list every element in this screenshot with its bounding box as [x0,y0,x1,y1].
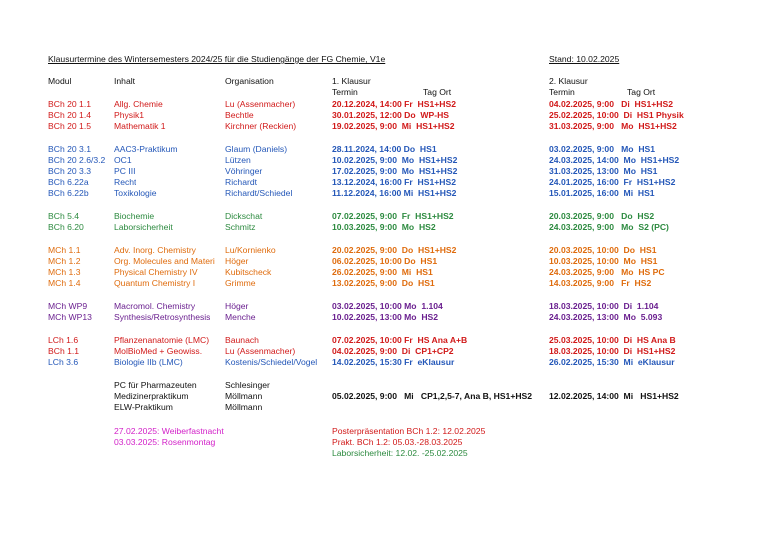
cell-organisation: Richardt [225,177,257,187]
cell-inhalt: PC III [114,166,136,176]
cell-inhalt: Toxikologie [114,188,157,198]
cell-modul: BCh 6.20 [48,222,84,232]
cell-klausur1: 10.03.2025, 9:00 Mo HS2 [332,222,436,232]
col-header-klausur1: 1. Klausur [332,76,371,86]
cell-inhalt: Pflanzenanatomie (LMC) [114,335,210,345]
cell-klausur1: 28.11.2024, 14:00 Do HS1 [332,144,437,154]
cell-inhalt: Synthesis/Retrosynthesis [114,312,211,322]
cell-inhalt: Biochemie [114,211,155,221]
cell-klausur1: 06.02.2025, 10:00 Do HS1 [332,256,438,266]
cell-klausur2: 31.03.2025, 13:00 Mo HS1 [549,166,658,176]
col-header-termin-2: Termin [549,87,575,97]
pharma-item: PC für Pharmazeuten [114,380,197,390]
cell-klausur2: 25.02.2025, 10:00 Di HS1 Physik [549,110,684,120]
col-header-termin-1: Termin [332,87,358,97]
cell-klausur1: 13.12.2024, 16:00 Fr HS1+HS2 [332,177,456,187]
cell-klausur1: 13.02.2025, 9:00 Do HS1 [332,278,435,288]
cell-klausur1: 07.02.2025, 10:00 Fr HS Ana A+B [332,335,468,345]
cell-klausur2: 24.03.2025, 9:00 Mo S2 (PC) [549,222,669,232]
cell-modul: LCh 3.6 [48,357,79,367]
cell-klausur1: 10.02.2025, 9:00 Mo HS1+HS2 [332,155,458,165]
cell-modul: MCh 1.1 [48,245,81,255]
cell-klausur1: 17.02.2025, 9:00 Mo HS1+HS2 [332,166,458,176]
holiday-note: 03.03.2025: Rosenmontag [114,437,216,447]
pharma-klausur2: 12.02.2025, 14:00 Mi HS1+HS2 [549,391,679,401]
cell-klausur1: 20.12.2024, 14:00 Fr HS1+HS2 [332,99,456,109]
cell-inhalt: Laborsicherheit [114,222,173,232]
cell-inhalt: Physik1 [114,110,145,120]
schedule-note: Laborsicherheit: 12.02. -25.02.2025 [332,448,468,458]
cell-inhalt: AAC3-Praktikum [114,144,178,154]
cell-organisation: Baunach [225,335,259,345]
cell-organisation: Richardt/Schiedel [225,188,293,198]
cell-inhalt: Allg. Chemie [114,99,163,109]
holiday-note: 27.02.2025: Weiberfastnacht [114,426,224,436]
cell-organisation: Bechtle [225,110,254,120]
pharma-org: Möllmann [225,402,263,412]
cell-organisation: Kirchner (Reckien) [225,121,297,131]
cell-organisation: Grimme [225,278,256,288]
cell-inhalt: MolBioMed + Geowiss. [114,346,203,356]
cell-modul: LCh 1.6 [48,335,79,345]
cell-klausur2: 18.03.2025, 10:00 Di HS1+HS2 [549,346,676,356]
cell-inhalt: OC1 [114,155,132,165]
pharma-item: ELW-Praktikum [114,402,173,412]
cell-organisation: Höger [225,256,249,266]
cell-klausur1: 03.02.2025, 10:00 Mo 1.104 [332,301,443,311]
cell-klausur1: 10.02.2025, 13:00 Mo HS2 [332,312,439,322]
cell-modul: BCh 20 3.3 [48,166,91,176]
cell-organisation: Dickschat [225,211,263,221]
cell-modul: BCh 20 2.6/3.2 [48,155,106,165]
cell-modul: MCh WP13 [48,312,92,322]
pharma-org: Möllmann [225,391,263,401]
cell-klausur2: 03.02.2025, 9:00 Mo HS1 [549,144,656,154]
cell-organisation: Kostenis/Schiedel/Vogel [225,357,318,367]
cell-klausur2: 26.02.2025, 15:30 Mi eKlausur [549,357,675,367]
cell-klausur1: 11.12.2024, 16:00 Mi HS1+HS2 [332,188,457,198]
cell-organisation: Kubitscheck [225,267,272,277]
cell-modul: BCh 1.1 [48,346,80,356]
pharma-item: Medizinerpraktikum [114,391,189,401]
schedule-note: Posterpräsentation BCh 1.2: 12.02.2025 [332,426,486,436]
col-header-inhalt: Inhalt [114,76,136,86]
cell-organisation: Lu (Assenmacher) [225,346,296,356]
cell-klausur2: 24.03.2025, 14:00 Mo HS1+HS2 [549,155,680,165]
cell-organisation: Glaum (Daniels) [225,144,288,154]
cell-klausur2: 18.03.2025, 10:00 Di 1.104 [549,301,659,311]
stand-date: Stand: 10.02.2025 [549,54,620,64]
cell-inhalt: Adv. Inorg. Chemistry [114,245,196,255]
cell-modul: MCh 1.4 [48,278,81,288]
cell-inhalt: Org. Molecules and Materi [114,256,215,266]
cell-organisation: Lu/Kornienko [225,245,276,255]
cell-modul: MCh WP9 [48,301,88,311]
cell-klausur2: 10.03.2025, 10:00 Mo HS1 [549,256,658,266]
col-header-modul: Modul [48,76,72,86]
col-header-klausur2: 2. Klausur [549,76,588,86]
pharma-org: Schlesinger [225,380,270,390]
cell-klausur2: 15.01.2025, 16:00 Mi HS1 [549,188,655,198]
col-header-tagort-1: Tag Ort [423,87,452,97]
cell-klausur2: 24.03.2025, 9:00 Mo HS PC [549,267,665,277]
cell-klausur2: 31.03.2025, 9:00 Mo HS1+HS2 [549,121,677,131]
cell-organisation: Menche [225,312,256,322]
pharma-klausur1: 05.02.2025, 9:00 Mi CP1,2,5-7, Ana B, HS1+HS2 [332,391,533,401]
cell-modul: BCh 20 3.1 [48,144,91,154]
cell-inhalt: Biologie IIb (LMC) [114,357,183,367]
cell-modul: BCh 6.22a [48,177,89,187]
cell-klausur1: 26.02.2025, 9:00 Mi HS1 [332,267,433,277]
cell-klausur1: 20.02.2025, 9:00 Do HS1+HS2 [332,245,457,255]
cell-organisation: Vöhringer [225,166,263,176]
schedule-note: Prakt. BCh 1.2: 05.03.-28.03.2025 [332,437,463,447]
cell-klausur1: 04.02.2025, 9:00 Di CP1+CP2 [332,346,454,356]
cell-klausur2: 04.02.2025, 9:00 Di HS1+HS2 [549,99,673,109]
cell-klausur2: 14.03.2025, 9:00 Fr HS2 [549,278,652,288]
cell-klausur2: 20.03.2025, 9:00 Do HS2 [549,211,655,221]
document-title: Klausurtermine des Wintersemesters 2024/25 für die Studiengänge der FG Chemie, V1e [48,54,386,64]
cell-organisation: Schmitz [225,222,256,232]
cell-klausur1: 30.01.2025, 12:00 Do WP-HS [332,110,450,120]
cell-inhalt: Macromol. Chemistry [114,301,196,311]
cell-inhalt: Recht [114,177,137,187]
cell-inhalt: Quantum Chemistry I [114,278,196,288]
cell-modul: BCh 20 1.5 [48,121,91,131]
cell-modul: BCh 20 1.1 [48,99,91,109]
cell-klausur2: 24.03.2025, 13:00 Mo 5.093 [549,312,663,322]
cell-klausur2: 24.01.2025, 16:00 Fr HS1+HS2 [549,177,676,187]
cell-organisation: Lu (Assenmacher) [225,99,296,109]
cell-klausur2: 20.03.2025, 10:00 Do HS1 [549,245,657,255]
cell-klausur2: 25.03.2025, 10:00 Di HS Ana B [549,335,676,345]
cell-klausur1: 19.02.2025, 9:00 Mi HS1+HS2 [332,121,455,131]
cell-modul: BCh 20 1.4 [48,110,91,120]
cell-klausur1: 14.02.2025, 15:30 Fr eKlausur [332,357,455,367]
cell-organisation: Höger [225,301,249,311]
col-header-tagort-2: Tag Ort [627,87,656,97]
cell-organisation: Lützen [225,155,251,165]
cell-modul: MCh 1.3 [48,267,81,277]
cell-inhalt: Mathematik 1 [114,121,166,131]
cell-modul: BCh 5.4 [48,211,80,221]
cell-modul: BCh 6.22b [48,188,89,198]
cell-klausur1: 07.02.2025, 9:00 Fr HS1+HS2 [332,211,454,221]
col-header-organisation: Organisation [225,76,274,86]
cell-inhalt: Physical Chemistry IV [114,267,198,277]
cell-modul: MCh 1.2 [48,256,81,266]
